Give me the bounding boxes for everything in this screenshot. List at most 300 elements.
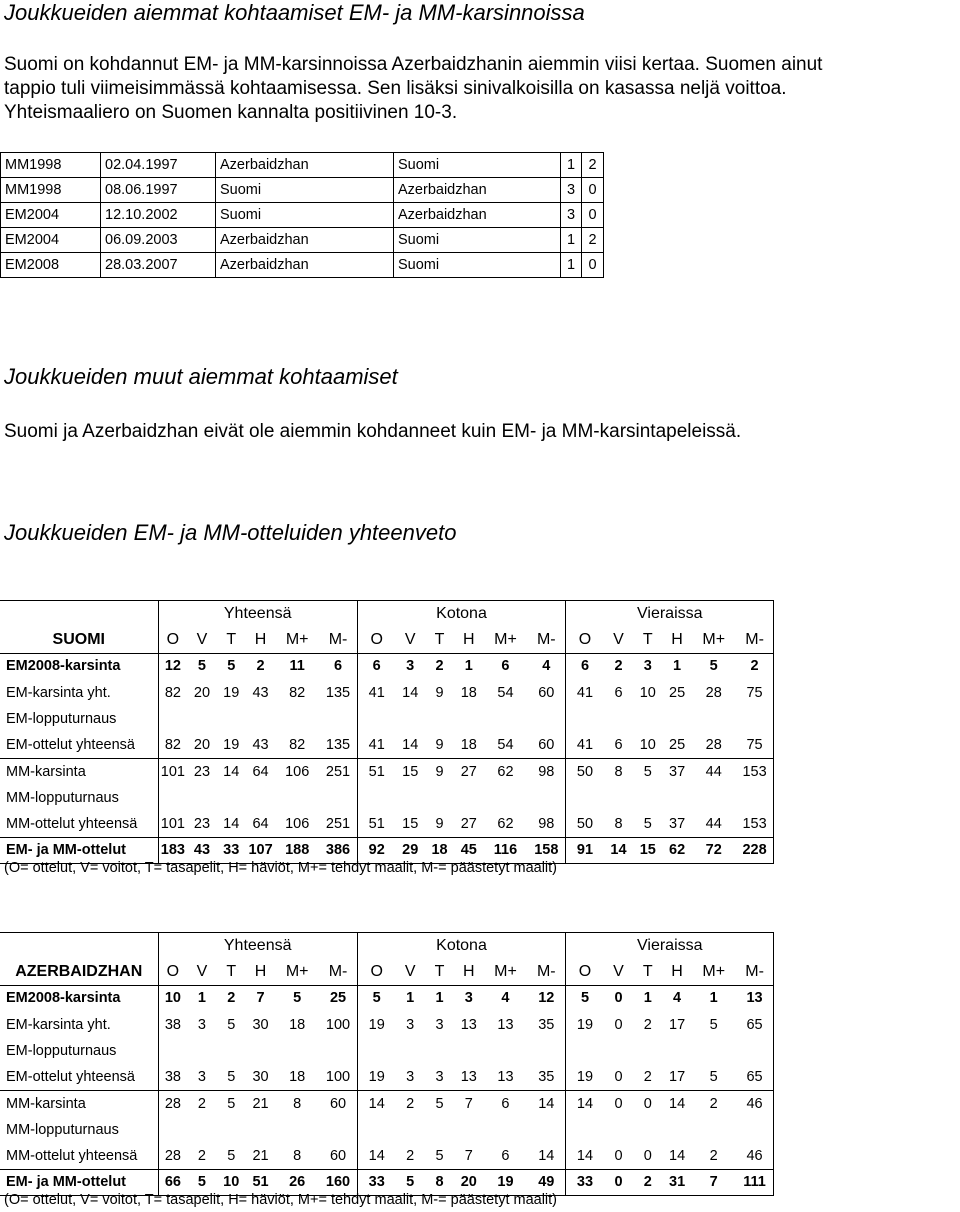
value-cell: 5 xyxy=(425,1143,454,1169)
value-cell: 1 xyxy=(396,985,425,1011)
value-cell xyxy=(736,706,774,732)
value-cell xyxy=(357,1117,395,1143)
table-row xyxy=(0,1064,774,1090)
table-row xyxy=(0,1117,774,1143)
value-cell: 46 xyxy=(736,1143,774,1169)
value-cell: 21 xyxy=(246,1143,275,1169)
value-cell: 60 xyxy=(329,1095,347,1112)
value-cell xyxy=(319,706,357,732)
value-cell: 64 xyxy=(246,811,275,837)
table-row xyxy=(1,253,604,278)
match-date-cell: 06.09.2003 xyxy=(101,228,216,253)
value-cell: 4 xyxy=(527,653,565,679)
value-cell: 135 xyxy=(319,732,357,758)
value-cell: 51 xyxy=(357,811,395,837)
value-cell: 2 xyxy=(633,1169,662,1195)
table-row xyxy=(0,679,774,705)
row-label: EM2008-karsinta xyxy=(0,653,158,679)
value-cell: 251 xyxy=(319,811,357,837)
value-cell: 5 xyxy=(692,1064,736,1090)
previous-meetings-paragraph xyxy=(4,53,956,125)
value-cell xyxy=(604,706,633,732)
value-cell: 5 xyxy=(227,1016,236,1033)
value-cell xyxy=(633,785,662,811)
value-cell: 54 xyxy=(483,732,527,758)
column-header-row xyxy=(0,627,774,653)
value-cell: 9 xyxy=(425,732,454,758)
value-cell: 2 xyxy=(692,1143,736,1169)
value-cell: 19 xyxy=(223,684,240,701)
column-header: O xyxy=(158,627,187,653)
value-cell: 75 xyxy=(736,679,774,705)
value-cell xyxy=(662,785,691,811)
summary-table-azerbaidzhan xyxy=(0,932,774,1196)
value-cell: 17 xyxy=(669,1016,686,1033)
value-cell: 14 xyxy=(527,1143,565,1169)
value-cell xyxy=(158,1038,187,1064)
value-cell: 158 xyxy=(527,837,565,863)
value-cell: 6 xyxy=(501,1095,510,1112)
value-cell: 116 xyxy=(483,837,527,863)
value-cell: 4 xyxy=(483,985,527,1011)
match-comp-cell: MM1998 xyxy=(1,178,101,203)
match-away-cell: Suomi xyxy=(394,253,561,278)
value-cell: 7 xyxy=(454,1143,483,1169)
value-cell: 82 xyxy=(158,732,187,758)
team-name: AZERBAIDZHAN xyxy=(15,962,143,980)
value-cell: 18 xyxy=(289,1016,306,1033)
row-label: MM-ottelut yhteensä xyxy=(0,1143,158,1169)
value-cell xyxy=(454,1038,483,1064)
value-cell: 2 xyxy=(709,1095,718,1112)
value-cell: 1 xyxy=(454,653,483,679)
section-heading-summary: Joukkueiden EM- ja MM-otteluiden yhteenveto xyxy=(4,520,457,545)
column-header: H xyxy=(671,630,683,648)
value-cell xyxy=(217,706,246,732)
table-row xyxy=(0,653,774,679)
value-cell: 27 xyxy=(454,811,483,837)
empty-cell xyxy=(0,601,158,627)
match-hg-cell: 3 xyxy=(561,178,582,203)
match-date-cell: 28.03.2007 xyxy=(101,253,216,278)
value-cell: 8 xyxy=(604,811,633,837)
group-header: Vieraissa xyxy=(566,933,774,959)
value-cell: 64 xyxy=(252,763,269,780)
value-cell xyxy=(692,1117,736,1143)
value-cell: 13 xyxy=(460,1016,477,1033)
row-label: EM-ottelut yhteensä xyxy=(0,732,158,758)
row-label: MM-lopputurnaus xyxy=(6,789,119,806)
table-row xyxy=(0,785,774,811)
value-cell: 18 xyxy=(460,684,477,701)
value-cell: 5 xyxy=(566,985,604,1011)
value-cell xyxy=(217,1038,246,1064)
column-header: M+ xyxy=(494,962,517,980)
value-cell: 3 xyxy=(197,1016,206,1033)
value-cell: 43 xyxy=(252,684,269,701)
value-cell: 60 xyxy=(527,732,565,758)
table-row xyxy=(0,1038,774,1064)
match-comp-cell: EM2004 xyxy=(1,228,101,253)
summary-footnote-azerbaidzhan: (O= ottelut, V= voitot, T= tasapelit, H= häviöt, M+= tehdyt maalit, M-= päästetyt maalit) xyxy=(4,1192,558,1208)
value-cell: 101 xyxy=(158,811,187,837)
value-cell xyxy=(275,1038,319,1064)
section-heading-previous-qualifiers: Joukkueiden aiemmat kohtaamiset EM- ja MM-karsinnoissa xyxy=(4,0,585,25)
value-cell: 43 xyxy=(187,837,216,863)
value-cell: 2 xyxy=(406,1095,415,1112)
match-comp-cell: EM2008 xyxy=(1,253,101,278)
value-cell: 28 xyxy=(692,732,736,758)
value-cell: 2 xyxy=(187,1143,216,1169)
value-cell: 5 xyxy=(217,1143,246,1169)
value-cell: 10 xyxy=(158,985,187,1011)
column-header: M- xyxy=(328,962,348,980)
value-cell xyxy=(454,1117,483,1143)
value-cell xyxy=(357,706,395,732)
value-cell xyxy=(187,1038,216,1064)
value-cell: 6 xyxy=(319,653,357,679)
value-cell: 5 xyxy=(217,653,246,679)
value-cell: 28 xyxy=(705,684,722,701)
value-cell: 27 xyxy=(460,763,477,780)
value-cell: 8 xyxy=(614,763,623,780)
value-cell xyxy=(425,1117,454,1143)
row-label: EM-karsinta yht. xyxy=(6,684,111,701)
value-cell: 38 xyxy=(158,1011,187,1037)
value-cell: 75 xyxy=(736,732,774,758)
value-cell xyxy=(692,785,736,811)
value-cell xyxy=(357,1038,395,1064)
column-header: H xyxy=(671,962,683,980)
value-cell: 251 xyxy=(325,763,351,780)
value-cell: 8 xyxy=(275,1143,319,1169)
value-cell: 51 xyxy=(246,1169,275,1195)
column-header: T xyxy=(226,962,237,980)
value-cell: 1 xyxy=(692,985,736,1011)
value-cell: 50 xyxy=(566,811,604,837)
value-cell: 183 xyxy=(158,837,187,863)
match-away-cell: Azerbaidzhan xyxy=(394,178,561,203)
value-cell: 0 xyxy=(604,985,633,1011)
column-header: T xyxy=(434,962,445,980)
value-cell: 0 xyxy=(604,1064,633,1090)
value-cell: 60 xyxy=(319,1143,357,1169)
value-cell: 62 xyxy=(497,763,514,780)
value-cell: 160 xyxy=(319,1169,357,1195)
value-cell: 66 xyxy=(158,1169,187,1195)
value-cell: 25 xyxy=(669,684,686,701)
value-cell: 33 xyxy=(566,1169,604,1195)
section-heading-other-meetings: Joukkueiden muut aiemmat kohtaamiset xyxy=(4,364,398,389)
column-header: M+ xyxy=(702,630,726,648)
value-cell: 14 xyxy=(566,1143,604,1169)
column-header: O xyxy=(158,959,187,985)
value-cell: 5 xyxy=(187,1169,216,1195)
value-cell: 19 xyxy=(357,1064,395,1090)
value-cell: 2 xyxy=(396,1143,425,1169)
value-cell: 46 xyxy=(736,1090,774,1116)
value-cell xyxy=(662,706,691,732)
value-cell: 1 xyxy=(187,985,216,1011)
value-cell xyxy=(566,1117,604,1143)
value-cell xyxy=(566,1038,604,1064)
value-cell xyxy=(633,706,662,732)
group-header: Yhteensä xyxy=(158,601,357,627)
table-row xyxy=(1,178,604,203)
value-cell: 100 xyxy=(325,1016,351,1033)
value-cell: 72 xyxy=(692,837,736,863)
value-cell: 6 xyxy=(614,684,623,701)
value-cell: 107 xyxy=(246,837,275,863)
value-cell: 17 xyxy=(662,1064,691,1090)
value-cell: 37 xyxy=(662,811,691,837)
table-row xyxy=(0,1090,774,1116)
value-cell: 45 xyxy=(454,837,483,863)
column-header: M+ xyxy=(285,962,309,980)
value-cell: 8 xyxy=(293,1095,302,1112)
value-cell xyxy=(454,785,483,811)
value-cell: 2 xyxy=(736,653,774,679)
value-cell: 0 xyxy=(643,1095,652,1112)
value-cell: 3 xyxy=(633,653,662,679)
value-cell: 41 xyxy=(357,679,395,705)
table-row xyxy=(0,985,774,1011)
value-cell: 3 xyxy=(454,985,483,1011)
value-cell: 100 xyxy=(319,1064,357,1090)
value-cell: 14 xyxy=(538,1095,555,1112)
value-cell: 14 xyxy=(396,732,425,758)
value-cell: 44 xyxy=(705,763,722,780)
value-cell: 41 xyxy=(566,732,604,758)
row-label: EM-lopputurnaus xyxy=(6,710,117,727)
value-cell: 35 xyxy=(527,1064,565,1090)
summary-footnote-suomi: (O= ottelut, V= voitot, T= tasapelit, H= häviöt, M+= tehdyt maalit, M-= päästetyt maalit) xyxy=(4,860,558,876)
column-header: O xyxy=(566,959,604,985)
value-cell: 19 xyxy=(566,1011,604,1037)
paragraph-line: Suomi ja Azerbaidzhan eivät ole aiemmin kohdanneet kuin EM- ja MM-karsintapeleissä. xyxy=(4,421,742,442)
value-cell xyxy=(217,785,246,811)
column-header: V xyxy=(613,962,624,980)
value-cell: 13 xyxy=(483,1064,527,1090)
column-header: T xyxy=(226,630,237,648)
value-cell: 0 xyxy=(614,1016,623,1033)
value-cell: 19 xyxy=(566,1064,604,1090)
value-cell: 33 xyxy=(217,837,246,863)
value-cell: 14 xyxy=(662,1143,691,1169)
value-cell: 1 xyxy=(662,653,691,679)
value-cell: 25 xyxy=(319,985,357,1011)
value-cell: 188 xyxy=(275,837,319,863)
value-cell: 14 xyxy=(217,811,246,837)
table-row xyxy=(1,228,604,253)
value-cell xyxy=(319,785,357,811)
value-cell xyxy=(454,706,483,732)
value-cell: 1 xyxy=(633,985,662,1011)
previous-matches-table xyxy=(0,152,604,278)
row-label: EM2008-karsinta xyxy=(0,985,158,1011)
value-cell: 111 xyxy=(736,1169,774,1195)
value-cell xyxy=(187,706,216,732)
table-row xyxy=(0,706,774,732)
value-cell xyxy=(483,706,527,732)
match-hg-cell: 1 xyxy=(561,253,582,278)
value-cell: 37 xyxy=(669,763,686,780)
group-header: Kotona xyxy=(357,933,565,959)
value-cell: 14 xyxy=(604,837,633,863)
group-header-row xyxy=(0,601,774,627)
value-cell: 0 xyxy=(614,1095,623,1112)
value-cell xyxy=(527,706,565,732)
match-ag-cell: 2 xyxy=(582,153,604,178)
value-cell: 14 xyxy=(669,1095,686,1112)
column-header: M+ xyxy=(702,962,726,980)
value-cell: 0 xyxy=(604,1143,633,1169)
value-cell xyxy=(187,785,216,811)
value-cell: 2 xyxy=(197,1095,206,1112)
value-cell xyxy=(604,1117,633,1143)
value-cell: 18 xyxy=(425,837,454,863)
value-cell: 0 xyxy=(604,1169,633,1195)
value-cell: 2 xyxy=(246,653,275,679)
value-cell: 10 xyxy=(633,732,662,758)
value-cell: 101 xyxy=(158,758,187,784)
column-header: M- xyxy=(536,630,556,648)
column-header: M- xyxy=(736,959,774,985)
value-cell: 82 xyxy=(275,732,319,758)
group-header: Kotona xyxy=(357,601,565,627)
value-cell xyxy=(158,706,187,732)
table-row xyxy=(1,203,604,228)
column-header: V xyxy=(613,630,624,648)
column-header: V xyxy=(196,630,208,648)
value-cell: 54 xyxy=(497,684,514,701)
column-header: M- xyxy=(736,627,774,653)
value-cell: 6 xyxy=(604,732,633,758)
value-cell: 62 xyxy=(662,837,691,863)
value-cell: 19 xyxy=(483,1169,527,1195)
value-cell: 13 xyxy=(497,1016,514,1033)
value-cell: 228 xyxy=(736,837,774,863)
match-away-cell: Suomi xyxy=(394,228,561,253)
paragraph-line: tappio tuli viimeisimmässä kohtaamisessa. Sen lisäksi sinivalkoisilla on kasassa neljä voittoa. xyxy=(4,78,787,99)
value-cell xyxy=(736,1038,774,1064)
match-date-cell: 12.10.2002 xyxy=(101,203,216,228)
value-cell xyxy=(357,785,395,811)
value-cell: 33 xyxy=(357,1169,395,1195)
match-ag-cell: 2 xyxy=(582,228,604,253)
column-header: V xyxy=(196,962,208,980)
value-cell: 35 xyxy=(538,1016,555,1033)
table-row xyxy=(0,732,774,758)
row-label: EM-karsinta yht. xyxy=(6,1016,111,1033)
value-cell: 13 xyxy=(736,985,774,1011)
value-cell xyxy=(736,785,774,811)
value-cell xyxy=(319,1038,357,1064)
value-cell: 135 xyxy=(325,684,351,701)
value-cell: 98 xyxy=(527,811,565,837)
value-cell: 7 xyxy=(692,1169,736,1195)
value-cell xyxy=(158,785,187,811)
value-cell: 98 xyxy=(538,763,555,780)
value-cell xyxy=(483,1117,527,1143)
value-cell: 5 xyxy=(709,1016,718,1033)
row-label: MM-lopputurnaus xyxy=(6,1121,119,1138)
column-header: V xyxy=(404,962,416,980)
value-cell: 5 xyxy=(435,1095,444,1112)
column-header: H xyxy=(254,630,267,648)
value-cell: 20 xyxy=(193,684,211,701)
group-header-row xyxy=(0,933,774,959)
value-cell xyxy=(566,785,604,811)
value-cell xyxy=(396,706,425,732)
value-cell: 2 xyxy=(217,985,246,1011)
value-cell: 11 xyxy=(275,653,319,679)
match-home-cell: Azerbaidzhan xyxy=(216,253,394,278)
value-cell xyxy=(275,706,319,732)
value-cell xyxy=(527,785,565,811)
empty-cell xyxy=(0,933,158,959)
value-cell: 65 xyxy=(736,1064,774,1090)
column-header: O xyxy=(357,627,395,653)
value-cell: 30 xyxy=(246,1064,275,1090)
value-cell xyxy=(604,785,633,811)
value-cell: 28 xyxy=(158,1090,187,1116)
value-cell: 20 xyxy=(454,1169,483,1195)
match-hg-cell: 3 xyxy=(561,203,582,228)
column-header: O xyxy=(357,959,395,985)
value-cell xyxy=(275,1117,319,1143)
column-header: M+ xyxy=(494,630,517,648)
value-cell: 4 xyxy=(662,985,691,1011)
value-cell xyxy=(527,1038,565,1064)
value-cell: 10 xyxy=(639,684,656,701)
value-cell: 6 xyxy=(483,1143,527,1169)
value-cell: 91 xyxy=(566,837,604,863)
value-cell: 38 xyxy=(158,1064,187,1090)
value-cell: 5 xyxy=(357,985,395,1011)
column-header: M- xyxy=(328,630,348,648)
value-cell: 5 xyxy=(217,1064,246,1090)
value-cell: 153 xyxy=(736,811,774,837)
value-cell: 5 xyxy=(692,653,736,679)
match-home-cell: Azerbaidzhan xyxy=(216,153,394,178)
table-row xyxy=(0,758,774,784)
value-cell: 15 xyxy=(402,763,419,780)
value-cell: 14 xyxy=(357,1090,395,1116)
column-header: T xyxy=(642,630,653,648)
value-cell: 65 xyxy=(736,1011,774,1037)
column-header: M- xyxy=(536,962,556,980)
match-away-cell: Suomi xyxy=(394,153,561,178)
row-label: MM-karsinta xyxy=(6,1095,86,1112)
value-cell xyxy=(246,706,275,732)
value-cell xyxy=(692,706,736,732)
match-date-cell: 02.04.1997 xyxy=(101,153,216,178)
value-cell: 9 xyxy=(425,811,454,837)
value-cell: 14 xyxy=(402,684,419,701)
value-cell: 5 xyxy=(187,653,216,679)
column-header: T xyxy=(642,962,653,980)
column-header-row xyxy=(0,959,774,985)
row-label: MM-karsinta xyxy=(6,763,86,780)
value-cell: 5 xyxy=(275,985,319,1011)
value-cell: 10 xyxy=(217,1169,246,1195)
value-cell: 26 xyxy=(275,1169,319,1195)
value-cell: 106 xyxy=(275,811,319,837)
match-comp-cell: MM1998 xyxy=(1,153,101,178)
value-cell: 19 xyxy=(217,732,246,758)
value-cell xyxy=(396,785,425,811)
